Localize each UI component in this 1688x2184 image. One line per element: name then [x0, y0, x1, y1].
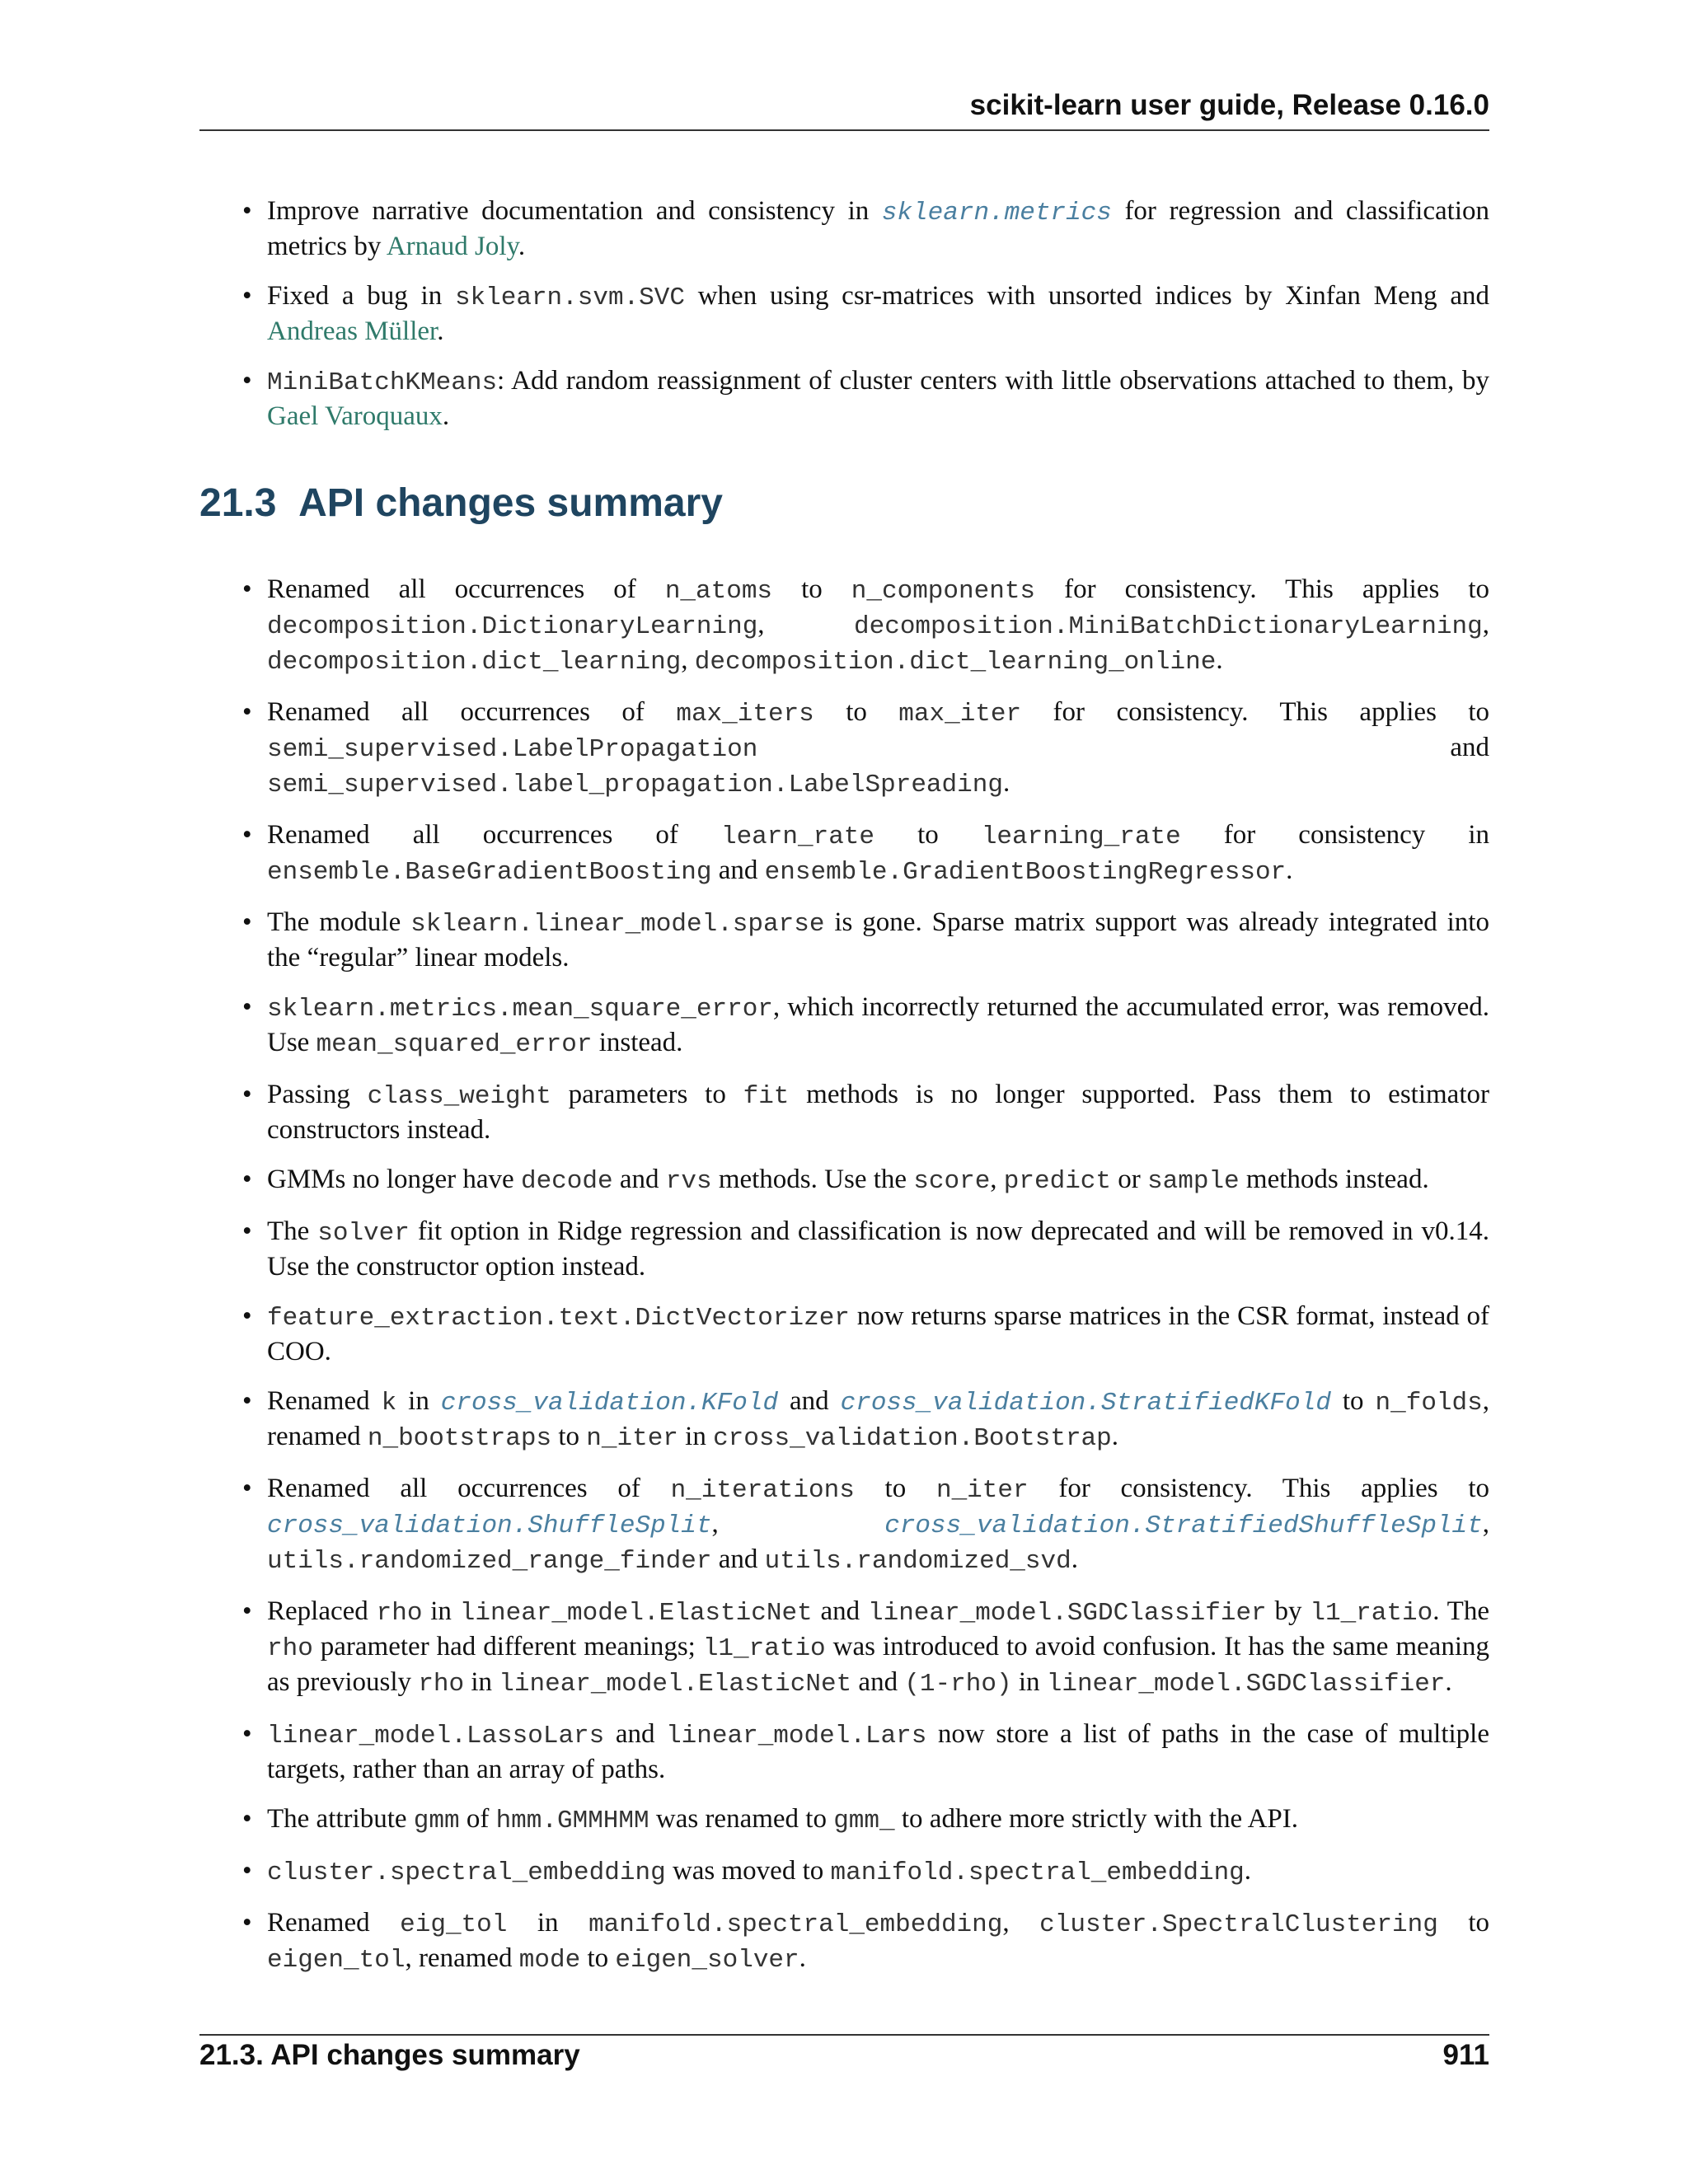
list-item-paragraph [267, 1163, 1489, 1198]
body-text: . The [1432, 1596, 1489, 1626]
body-text: parameters to [551, 1080, 743, 1109]
list-item [199, 1595, 1489, 1701]
body-text: . [518, 232, 526, 261]
body-text: . [1111, 1422, 1119, 1451]
list-item [199, 279, 1489, 348]
body-text: and [711, 1544, 765, 1574]
code-literal: linear_model.Lars [666, 1722, 927, 1750]
code-literal: n_iter [586, 1424, 678, 1453]
code-literal: semi_supervised.LabelPropagation [267, 735, 758, 764]
code-literal: solver [317, 1219, 410, 1248]
body-text: Renamed all occurrences of [267, 574, 665, 604]
body-text: and [711, 855, 765, 885]
body-text: Replaced [267, 1596, 377, 1626]
code-literal: cluster.spectral_embedding [267, 1858, 666, 1887]
code-literal: decomposition.dict_learning [267, 648, 682, 677]
footer-rule [199, 2034, 1489, 2036]
body-text: , [681, 645, 695, 675]
list-item [199, 1472, 1489, 1578]
body-text: in [464, 1667, 499, 1697]
list-item [199, 573, 1489, 679]
code-literal: l1_ratio [702, 1634, 826, 1663]
code-literal: mode [518, 1946, 581, 1975]
list-item-paragraph [267, 1215, 1489, 1283]
body-text: for consistency. This applies to [1028, 1474, 1490, 1503]
body-text: is gone. Sparse matrix support was already integrated into the “regular” linear models. [267, 907, 1489, 972]
body-text: . [1216, 645, 1223, 675]
code-literal: n_iter [935, 1476, 1029, 1505]
list-item-paragraph [267, 573, 1489, 679]
footer-section-title: 21.3. API changes summary [199, 2039, 580, 2071]
code-literal: sklearn.metrics.mean_square_error [267, 995, 773, 1024]
code-literal: gmm_ [833, 1807, 895, 1835]
body-text: . [799, 1943, 806, 1973]
body-text: to [854, 1474, 936, 1503]
body-text: for consistency. This applies to [1021, 697, 1489, 727]
body-text: to [1437, 1908, 1490, 1938]
list-item-paragraph [267, 1802, 1489, 1838]
body-text: in [507, 1908, 589, 1938]
list-item [199, 1078, 1489, 1146]
body-text: Renamed all occurrences of [267, 697, 677, 727]
body-text: parameter had different meanings; [312, 1632, 703, 1661]
code-literal: decomposition.MiniBatchDictionaryLearning [854, 612, 1483, 641]
code-literal: manifold.spectral_embedding [588, 1910, 1003, 1939]
person-link[interactable]: Arnaud Joly [386, 232, 518, 261]
body-text: now store a list of paths in the case of multiple targets, rather than an array of paths. [267, 1719, 1489, 1784]
code-literal: linear_model.SGDClassifier [1046, 1670, 1446, 1699]
code-literal: hmm.GMMHMM [495, 1807, 649, 1835]
person-link[interactable]: Andreas Müller [267, 316, 438, 346]
list-item-paragraph [267, 194, 1489, 263]
body-text: . [442, 401, 450, 431]
code-literal: mean_squared_error [316, 1030, 593, 1059]
code-literal: l1_ratio [1310, 1599, 1433, 1628]
body-text: to adhere more strictly with the API. [894, 1804, 1299, 1834]
code-literal: learning_rate [981, 823, 1181, 851]
list-item [199, 991, 1489, 1062]
body-text: in [1011, 1667, 1047, 1697]
api-reference-link[interactable]: cross_validation.StratifiedShuffleSplit [884, 1511, 1483, 1540]
body-text: was moved to [665, 1856, 831, 1886]
code-literal: ensemble.BaseGradientBoosting [267, 858, 712, 887]
body-text: The [267, 1216, 318, 1246]
body-text: Renamed all occurrences of [267, 1474, 671, 1503]
body-text: . [1071, 1544, 1078, 1574]
list-item-paragraph [267, 991, 1489, 1062]
list-item [199, 1854, 1489, 1890]
body-text: and [812, 1596, 868, 1626]
body-text: instead. [592, 1028, 683, 1057]
list-item-paragraph [267, 906, 1489, 974]
api-reference-link[interactable]: sklearn.metrics [881, 199, 1112, 227]
code-literal: rho [376, 1599, 423, 1628]
section-heading [199, 480, 1489, 527]
code-literal: (1-rho) [904, 1670, 1012, 1699]
body-text: , [1482, 1509, 1489, 1539]
code-literal: n_bootstraps [367, 1424, 552, 1453]
code-literal: eigen_solver [615, 1946, 799, 1975]
body-text: methods is no longer supported. Pass them to estimator constructors instead. [267, 1080, 1489, 1145]
code-literal: decomposition.dict_learning_online [694, 648, 1217, 677]
code-literal: gmm [413, 1807, 460, 1835]
code-literal: max_iters [676, 700, 814, 729]
code-literal: utils.randomized_svd [764, 1547, 1071, 1576]
body-text: now returns sparse matrices in the CSR format, instead of COO. [267, 1301, 1489, 1366]
body-text: in [396, 1386, 441, 1416]
body-text: Renamed [267, 1386, 382, 1416]
list-item-paragraph [267, 279, 1489, 348]
body-text: , which incorrectly returned the accumulated error, was removed. Use [267, 992, 1489, 1057]
body-text: to [1330, 1386, 1376, 1416]
body-text: for consistency. This applies to [1035, 574, 1490, 604]
body-text: was renamed to [649, 1804, 834, 1834]
body-text: , [1482, 610, 1489, 640]
code-literal: ensemble.GradientBoostingRegressor [764, 858, 1287, 887]
code-literal: sample [1147, 1167, 1240, 1196]
body-text: and [851, 1667, 905, 1697]
list-item [199, 1300, 1489, 1368]
code-literal: decomposition.DictionaryLearning [267, 612, 758, 641]
code-literal: semi_supervised.label_propagation.LabelSpreading [267, 771, 1003, 799]
list-item-paragraph [267, 1718, 1489, 1786]
body-text: The attribute [267, 1804, 414, 1834]
changelog-list [199, 194, 1489, 433]
code-literal: predict [1003, 1167, 1112, 1196]
list-item-paragraph [267, 364, 1489, 433]
list-item-paragraph [267, 1078, 1489, 1146]
list-item-paragraph [267, 1854, 1489, 1890]
code-literal: cross_validation.Bootstrap [713, 1424, 1112, 1453]
code-literal: linear_model.SGDClassifier [867, 1599, 1267, 1628]
body-text: methods instead. [1239, 1165, 1429, 1194]
api-reference-link[interactable]: cross_validation.KFold [440, 1389, 779, 1418]
body-text: , [990, 1165, 1004, 1194]
list-item [199, 696, 1489, 802]
code-literal: n_iterations [670, 1476, 855, 1505]
code-literal: feature_extraction.text.DictVectorizer [267, 1304, 850, 1333]
body-text: : Add random reassignment of cluster centers with little observations attached to them, by [497, 366, 1489, 396]
list-item-paragraph [267, 1385, 1489, 1455]
list-item [199, 364, 1489, 433]
body-text: fit option in Ridge regression and classification is now deprecated and will be removed in v0.14. Use the constructor option instead. [267, 1216, 1489, 1282]
code-literal: linear_model.ElasticNet [459, 1599, 813, 1628]
body-text: to [874, 820, 982, 850]
header-rule [199, 129, 1489, 131]
list-item [199, 1385, 1489, 1455]
person-link[interactable]: Gael Varoquaux [267, 401, 443, 431]
list-item-paragraph [267, 1472, 1489, 1578]
body-text: Renamed [267, 1908, 401, 1938]
list-item-paragraph [267, 696, 1489, 802]
body-text: , [1002, 1908, 1040, 1938]
code-literal: sklearn.linear_model.sparse [410, 910, 825, 939]
list-item-paragraph [267, 818, 1489, 889]
list-item [199, 906, 1489, 974]
code-literal: eigen_tol [267, 1946, 406, 1975]
body-text: and [604, 1719, 667, 1749]
body-text: . [1286, 855, 1293, 885]
body-text: by [1266, 1596, 1311, 1626]
body-text: , [757, 610, 855, 640]
body-text: to [814, 697, 899, 727]
body-text: . [437, 316, 444, 346]
body-text: in [422, 1596, 460, 1626]
page-number: 911 [1442, 2039, 1489, 2071]
list-item-paragraph [267, 1300, 1489, 1368]
body-text: The module [267, 907, 411, 937]
body-text: Passing [267, 1080, 368, 1109]
list-item [199, 1906, 1489, 1977]
code-literal: utils.randomized_range_finder [267, 1547, 712, 1576]
running-header: scikit-learn user guide, Release 0.16.0 [969, 89, 1489, 121]
code-literal: k [381, 1389, 397, 1418]
list-item [199, 1802, 1489, 1838]
list-item [199, 1163, 1489, 1198]
body-text: Improve narrative documentation and consistency in [267, 196, 882, 226]
list-item [199, 1718, 1489, 1786]
body-text: and [778, 1386, 841, 1416]
code-literal: rvs [665, 1167, 712, 1196]
code-literal: score [913, 1167, 991, 1196]
list-item-paragraph [267, 1595, 1489, 1701]
code-literal: linear_model.LassoLars [267, 1722, 605, 1750]
list-item [199, 818, 1489, 889]
body-text: to [580, 1943, 616, 1973]
list-item-paragraph [267, 1906, 1489, 1977]
list-item [199, 194, 1489, 263]
body-text: Renamed all occurrences of [267, 820, 721, 850]
section-heading-text: API changes summary [298, 481, 723, 525]
body-text: of [459, 1804, 496, 1834]
body-text: and [757, 733, 1489, 762]
code-literal: cluster.SpectralClustering [1039, 1910, 1438, 1939]
api-reference-link[interactable]: cross_validation.StratifiedKFold [840, 1389, 1331, 1418]
code-literal: decode [520, 1167, 613, 1196]
code-literal: fit [743, 1082, 790, 1111]
code-literal: manifold.spectral_embedding [830, 1858, 1245, 1887]
body-text: . [1002, 768, 1010, 798]
code-literal: max_iter [898, 700, 1022, 729]
body-text: methods. Use the [711, 1165, 914, 1194]
body-text: , [711, 1509, 885, 1539]
body-text: to [551, 1422, 587, 1451]
code-literal: MiniBatchKMeans [267, 368, 498, 397]
section-heading-text: 21.3 [199, 481, 277, 525]
body-text: GMMs no longer have [267, 1165, 521, 1194]
body-text: for regression and classification metrics by [267, 196, 1489, 261]
page-content [199, 194, 1489, 1994]
code-literal: n_atoms [664, 577, 773, 606]
code-literal: learn_rate [720, 823, 874, 851]
body-text: for consistency in [1180, 820, 1490, 850]
api-reference-link[interactable]: cross_validation.ShuffleSplit [267, 1511, 712, 1540]
code-literal: rho [418, 1670, 465, 1699]
code-literal: n_components [851, 577, 1036, 606]
body-text: . [1445, 1667, 1452, 1697]
api-changes-list [199, 573, 1489, 1977]
body-text: Fixed a bug in [267, 281, 455, 311]
code-literal: eig_tol [400, 1910, 508, 1939]
body-text: , renamed [405, 1943, 519, 1973]
code-literal: sklearn.svm.SVC [454, 284, 685, 312]
list-item [199, 1215, 1489, 1283]
body-text: . [1244, 1856, 1252, 1886]
code-literal: rho [267, 1634, 313, 1663]
body-text: or [1111, 1165, 1148, 1194]
body-text: when using csr-matrices with unsorted indices by Xinfan Meng and [684, 281, 1489, 311]
body-text: , renamed [267, 1386, 1489, 1451]
code-literal: n_folds [1375, 1389, 1483, 1418]
body-text: and [612, 1165, 666, 1194]
body-text: was introduced to avoid confusion. It has the same meaning as previously [267, 1632, 1489, 1697]
code-literal: class_weight [367, 1082, 551, 1111]
code-literal: linear_model.ElasticNet [499, 1670, 852, 1699]
body-text: to [772, 574, 851, 604]
body-text: in [678, 1422, 714, 1451]
